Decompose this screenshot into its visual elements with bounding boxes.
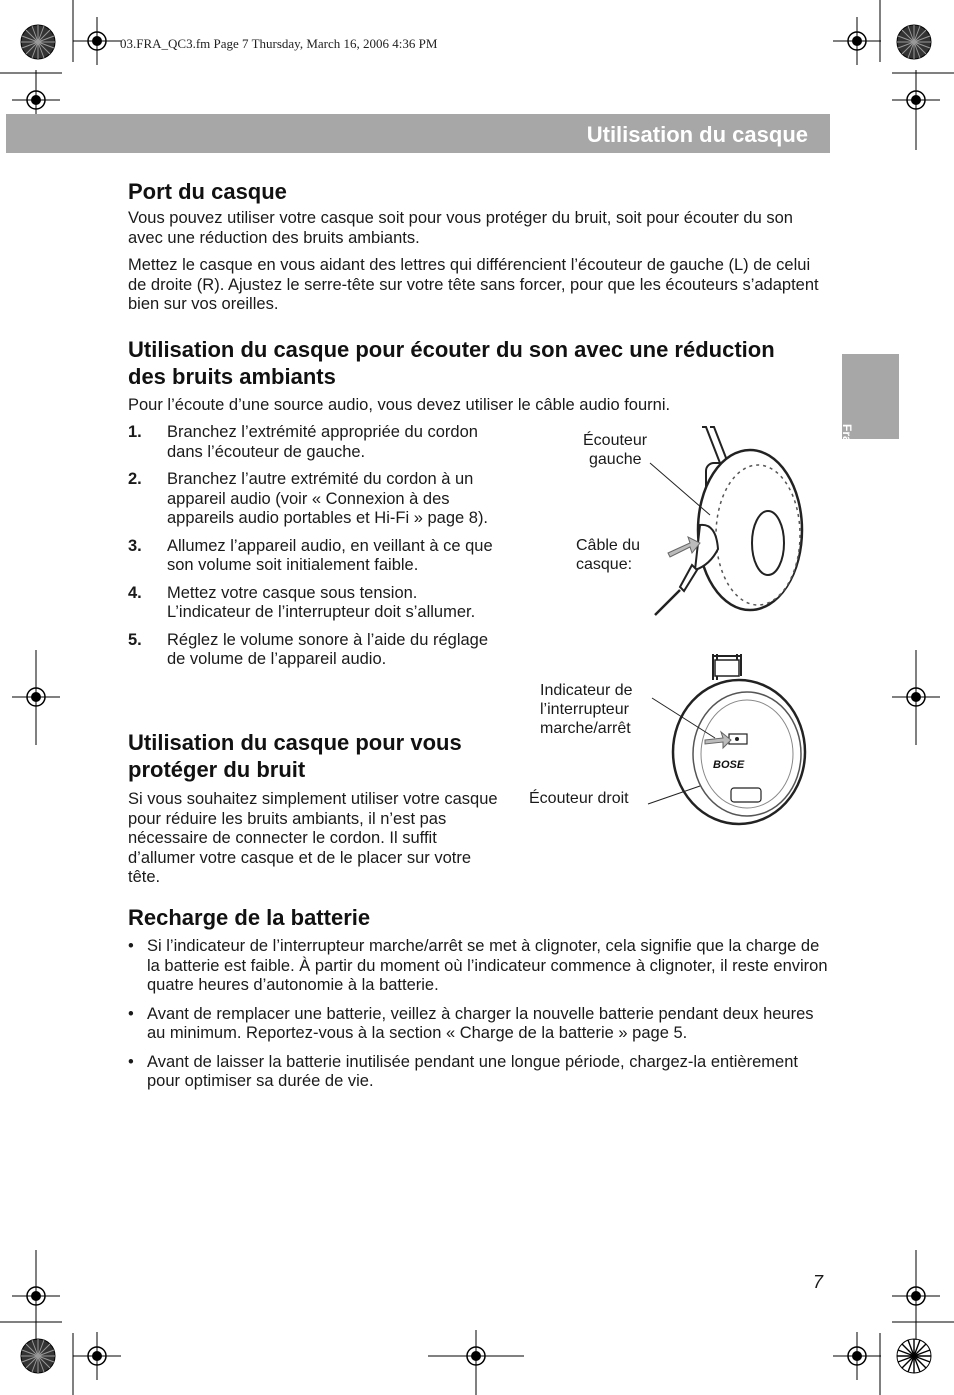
- label-right-earcup: Écouteur droit: [529, 790, 629, 807]
- list-item: 2. Branchez l’autre extrémité du cordon à un appareil audio (voir « Connexion à des appareils audio portables et Hi-Fi » page 8).: [128, 470, 489, 527]
- label-power-indicator: Indicateur de l’interrupteur marche/arrêt: [540, 682, 633, 737]
- section-port-du-casque: [128, 178, 828, 315]
- paragraph: Vous pouvez utiliser votre casque soit pour vous protéger du bruit, soit pour écouter du son avec une réduction des bruits ambiants.: [128, 209, 793, 247]
- paragraph: Mettez le casque en vous aidant des lettres qui différencient l’écouteur de gauche (L) de celui de droite (R). Ajustez le serre-tête sur votre tête sans forcer, pour que les écouteurs s’adaptent bien sur vos oreilles.: [128, 256, 819, 313]
- list-item: 5. Réglez le volume sonore à l’aide du réglage de volume de l’appareil audio.: [128, 630, 489, 668]
- callout-lines-left: [640, 455, 720, 525]
- language-tab-label: Français: [840, 424, 854, 474]
- language-tab: [840, 354, 899, 474]
- section-recharge-batterie: [128, 904, 828, 1101]
- section-ecoute-audio: [128, 336, 828, 416]
- section-title: Utilisation du casque pour écouter du son avec une réduction des bruits ambiants: [128, 337, 775, 389]
- section-protection-bruit: [128, 729, 504, 888]
- banner-title: Utilisation du casque: [586, 122, 808, 147]
- file-slug: 03.FRA_QC3.fm Page 7 Thursday, March 16, 2006 4:36 PM: [120, 36, 438, 51]
- bose-logo: BOSE: [713, 759, 745, 771]
- list-item: 4. Mettez votre casque sous tension. L’indicateur de l’interrupteur doit s’allumer.: [128, 583, 476, 621]
- page-number: 7: [813, 1272, 824, 1292]
- section-title: Utilisation du casque pour vous protéger du bruit: [128, 730, 462, 782]
- label-cable: Câble du casque:: [576, 537, 641, 573]
- paragraph: Pour l’écoute d’une source audio, vous devez utiliser le câble audio fourni.: [128, 396, 671, 414]
- list-item: 1. Branchez l’extrémité appropriée du cordon dans l’écouteur de gauche.: [128, 423, 478, 461]
- list-item: • Avant de laisser la batterie inutilisée pendant une longue période, chargez-la entièrement pour optimiser sa durée de vie.: [128, 1052, 798, 1090]
- steps-list: [128, 423, 504, 678]
- section-title: Recharge de la batterie: [128, 905, 371, 930]
- callout-lines-right: [640, 690, 730, 810]
- label-left-earcup: Écouteur gauche: [583, 432, 648, 468]
- list-item: 3. Allumez l’appareil audio, en veillant à ce que son volume soit initialement faible.: [128, 536, 493, 574]
- paragraph: Si vous souhaitez simplement utiliser votre casque pour réduire les bruits ambiants, il n’est pas nécessaire de connecter le cordon. Il suffit d’allumer votre casque et de le placer sur votre tête.: [128, 790, 498, 886]
- section-banner: [6, 114, 830, 153]
- list-item: • Si l’indicateur de l’interrupteur marche/arrêt se met à clignoter, cela signifie que la charge de la batterie est faible. À partir du moment où l’indicateur commence à clignoter, il reste environ quatre heures d’autonomie à la batterie.: [128, 937, 828, 994]
- section-title: Port du casque: [128, 179, 287, 204]
- list-item: • Avant de remplacer une batterie, veillez à charger la nouvelle batterie pendant deux heures au minimum. Reportez-vous à la section « Charge de la batterie » page 5.: [128, 1004, 814, 1042]
